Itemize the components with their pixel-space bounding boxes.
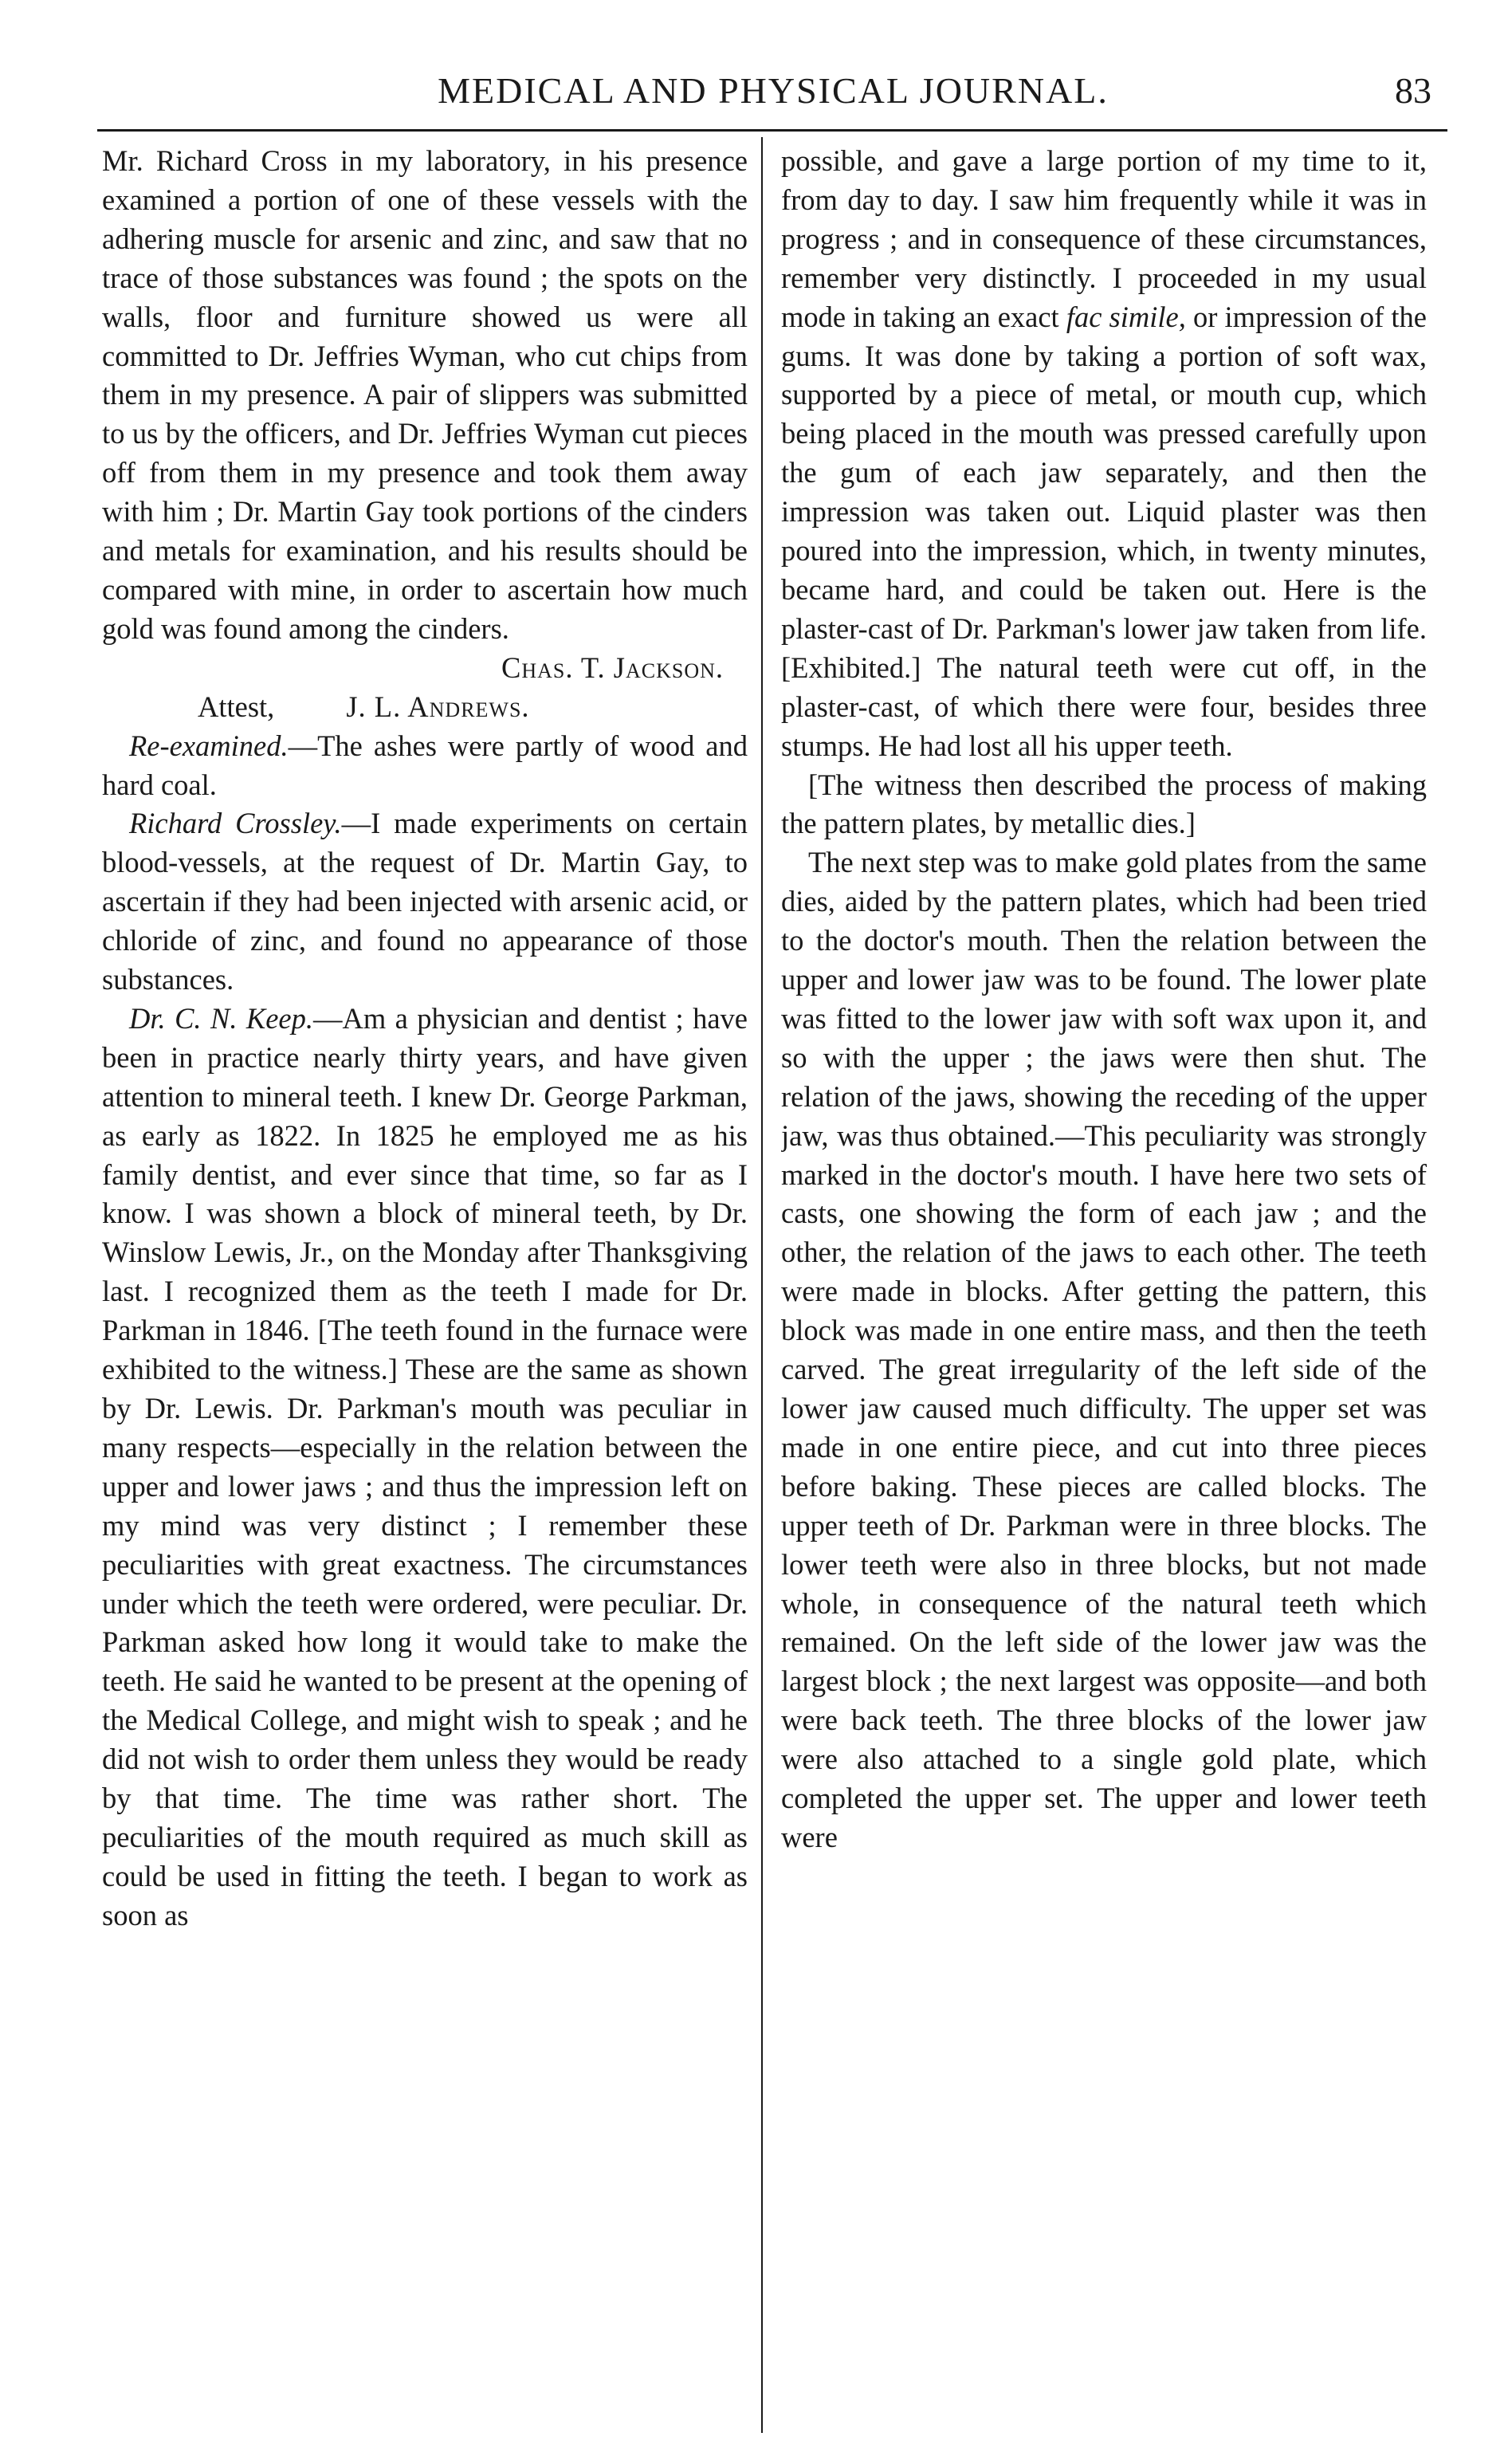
pattern-plates-paragraph: [The witness then described the process of making the pattern plates, by metallic dies.]: [781, 768, 1427, 840]
attest-label: Attest,: [198, 690, 275, 723]
attest-name: J. L. Andrews.: [346, 690, 530, 723]
keep-text: —Am a physician and dentist ; have been in practice nearly thirty years, and have given attention to mineral teeth. I knew Dr. George Parkman, as early as 1822. In 1825 he employed me as his family dentist, and ever since that time, so far as I know. I was shown a block of mineral teeth, by Dr. Winslow Lewis, Jr., on the Monday after Thanksgiving last. I recognized them as the teeth I made for Dr. Parkman in 1846. [The teeth found in the furnace were exhibited to the witness.] These are the same as shown by Dr. Lewis. Dr. Parkman's mouth was peculiar in many respects—especially in the relation between the upper and lower jaws ; and thus the impression left on my mind was very distinct ; I remember these peculiarities with great exactness. The circumstances under which the teeth were ordered, were peculiar. Dr. Parkman asked how long it would take to make the teeth. He said he wanted to be present at the opening of the Medical College, and might wish to speak ; and he did not wish to order them unless they would be ready by that time. The time was rather short. The peculiarities of the mouth required as much skill as could be used in fitting the teeth. I began to work as soon as: [102, 1001, 748, 1932]
gold-plates-paragraph: The next step was to make gold plates from the same dies, aided by the pattern plates, which had been tried to the doctor's mouth. Then the relation between the upper and lower jaw was to be found. The lower plate was fitted to the lower jaw with soft wax upon it, and so with the upper ; the jaws were then shut. The relation of the jaws, showing the receding of the upper jaw, was thus obtained.—This peculiarity was strongly marked in the doctor's mouth. I have here two sets of casts, one showing the form of each jaw ; and the other, the relation of the jaws to each other. The teeth were made in blocks. After getting the pattern, this block was made in one entire mass, and then the teeth carved. The great irregularity of the left side of the lower jaw caused much difficulty. The upper set was made in one entire piece, and cut into three pieces before baking. These pieces are called blocks. The upper teeth of Dr. Parkman were in three blocks. The lower teeth were also in three blocks, but not made whole, in consequence of the natural teeth which remained. On the left side of the lower jaw was the largest block ; the next largest was opposite—and both were back teeth. The three blocks of the lower jaw were also attached to a single gold plate, which completed the upper set. The upper and lower teeth were: [781, 846, 1427, 1853]
crossley-label: Richard Crossley.: [129, 807, 342, 840]
impression-text-start: possible, and gave a large portion of my time to it, from day to day. I saw him frequently while it was in progress ; and in consequence of these circumstances, remember very distinctly. I proceeded in my usual mode in taking an exact: [781, 144, 1427, 333]
crossley-paragraph: [102, 804, 748, 1000]
page-header: [104, 69, 1443, 116]
running-title: MEDICAL AND PHYSICAL JOURNAL.: [438, 70, 1109, 111]
right-column: [781, 142, 1427, 2446]
page-number: 83: [1395, 70, 1431, 111]
testimony-jackson-paragraph: Mr. Richard Cross in my laboratory, in his presence examined a portion of one of these vessels with the adhering muscle for arsenic and zinc, and saw that no trace of those substances was found ; the spots on the walls, floor and furniture showed us were all committed to Dr. Jeffries Wyman, who cut chips from them in my presence. A pair of slippers was submitted to us by the officers, and Dr. Jeffries Wyman cut pieces off from them in my presence and took them away with him ; Dr. Martin Gay took portions of the cinders and metals for examination, and his results should be compared with mine, in order to ascertain how much gold was found among the cinders.: [102, 144, 748, 645]
signature-name: Chas. T. Jackson.: [501, 650, 724, 684]
impression-text-end: or impression of the gums. It was done by taking a portion of soft wax, supported by a piece of metal, or mouth cup, which being placed in the mouth was pressed carefully upon the gum of each jaw separately, and then the impression was taken out. Liquid plaster was then poured into the impression, which, in twenty minutes, became hard, and could be taken out. Here is the plaster-cast of Dr. Parkman's lower jaw taken from life. [Exhibited.] The natural teeth were cut off, in the plaster-cast, of which there were four, besides three stumps. He had lost all his upper teeth.: [781, 300, 1427, 762]
keep-label: Dr. C. N. Keep.: [129, 1001, 313, 1035]
keep-paragraph: [102, 1000, 748, 1935]
re-examined-text: —The ashes were partly of wood and hard coal.: [102, 729, 748, 801]
left-column: [102, 142, 748, 2446]
fac-simile-term: fac simile,: [1066, 300, 1186, 333]
column-divider: [761, 137, 763, 2433]
impression-paragraph: [781, 142, 1427, 766]
attest-line: [102, 688, 748, 727]
crossley-text: —I made experiments on certain blood-vessels, at the request of Dr. Martin Gay, to ascertain if they had been injected with arsenic acid, or chloride of zinc, and found no appearance of those substances.: [102, 807, 748, 996]
re-examined-label: Re-examined.: [129, 729, 289, 762]
signature-line: [102, 649, 748, 688]
header-rule: [97, 129, 1447, 132]
re-examined-paragraph: [102, 727, 748, 805]
